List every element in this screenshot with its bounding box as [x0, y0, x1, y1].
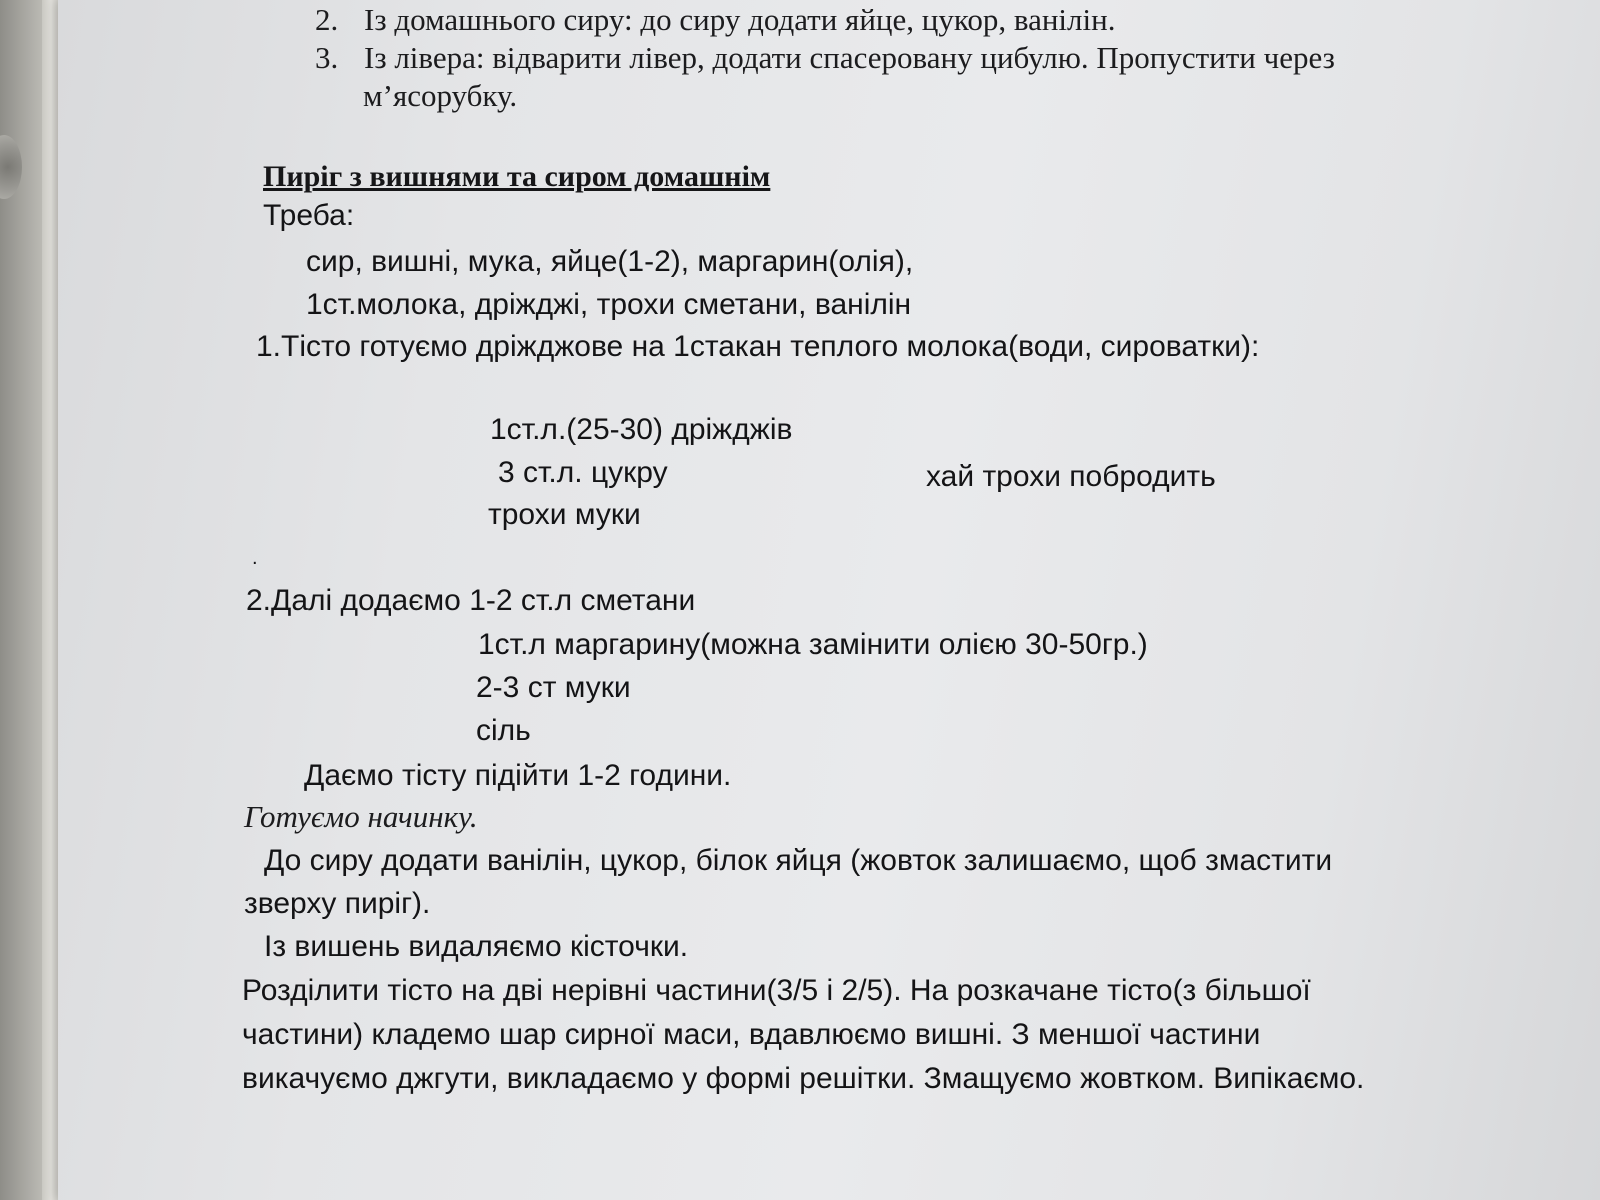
assembly-line-3: викачуємо джгути, викладаємо у формі решітки. Змащуємо жовтком. Випікаємо.: [242, 1062, 1365, 1095]
cherries-instruction: Із вишень видаляємо кісточки.: [264, 930, 689, 963]
intro-item-number: 3.: [315, 40, 339, 75]
intro-item-text: Із лівера: відварити лівер, додати спасеровану цибулю. Пропустити через: [364, 40, 1335, 75]
filling-line-2: зверху пиріг).: [244, 887, 431, 920]
ingredients-line-2: 1ст.молока, дріжджі, трохи сметани, ванілін: [306, 288, 912, 321]
intro-item-text: Із домашнього сиру: до сиру додати яйце, цукор, ванілін.: [364, 2, 1116, 37]
step-1-note: хай трохи побродить: [926, 460, 1216, 493]
filling-line-1: До сиру додати ванілін, цукор, білок яйця (жовток залишаємо, щоб змастити: [264, 844, 1333, 877]
step-2-item-salt: сіль: [476, 714, 531, 747]
intro-item-3-continuation: м’ясорубку.: [363, 78, 518, 113]
stray-dot: .: [252, 547, 258, 569]
step-1-item-flour: трохи муки: [488, 498, 641, 531]
step-1-item-yeast: 1ст.л.(25-30) дріжджів: [490, 413, 793, 446]
recipe-title: Пиріг з вишнями та сиром домашнім: [263, 160, 771, 193]
step-2-item-flour: 2-3 ст муки: [476, 671, 631, 704]
step-2-item-margarine: 1ст.л маргарину(можна замінити олією 30-50гр.): [478, 628, 1148, 661]
intro-item-number: 2.: [315, 2, 339, 37]
document-page: [58, 0, 1600, 1200]
assembly-line-2: частини) кладемо шар сирної маси, вдавлюємо вишні. З меншої частини: [242, 1018, 1261, 1051]
filling-heading: Готуємо начинку.: [244, 799, 478, 834]
intro-item-3: [315, 42, 1335, 73]
rise-instruction: Даємо тісту підійти 1-2 години.: [304, 759, 732, 792]
assembly-line-1: Розділити тісто на дві нерівні частини(3/5 і 2/5). На розкачане тісто(з більшої: [242, 974, 1311, 1007]
step-1-item-sugar: 3 ст.л. цукру: [498, 456, 668, 489]
intro-item-2: [315, 4, 1115, 35]
ingredients-line-1: сир, вишні, мука, яйце(1-2), маргарин(олія),: [306, 245, 914, 278]
step-2-text: 2.Далі додаємо 1-2 ст.л сметани: [246, 584, 696, 617]
step-1-text: 1.Тісто готуємо дріжджове на 1стакан теплого молока(води, сироватки):: [256, 330, 1260, 363]
need-label: Треба:: [263, 199, 355, 232]
